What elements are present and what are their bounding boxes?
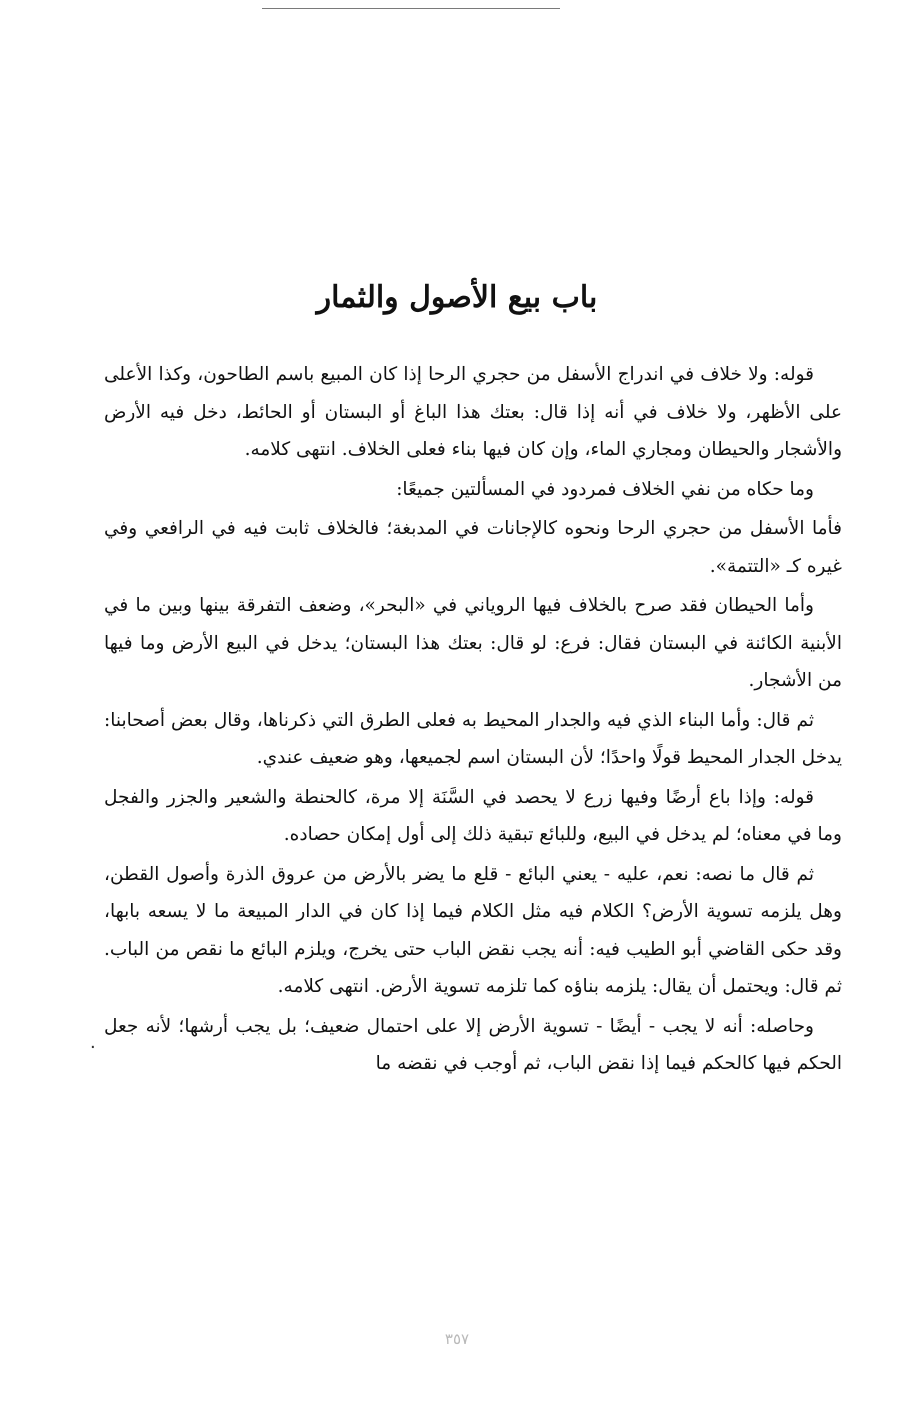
paragraph: ثم قال ما نصه: نعم، عليه - يعني البائع - قلع ما يضر بالأرض من عروق الذرة وأصول القطن، وهل يلزمه تسوية الأرض؟ الكلام فيه مثل الكلام فيما إذا كان في الدار المبيعة ما لا يسعه بابها، وقد حكى القاضي أبو الطيب فيه: أنه يجب نقض الباب حتى يخرج، ويلزم البائع ما نقص من الباب. ثم قال: ويحتمل أن يقال: يلزمه بناؤه كما تلزمه تسوية الأرض. انتهى كلامه. bbox=[104, 863, 842, 997]
paragraph: فأما الأسفل من حجري الرحا ونحوه كالإجانات في المدبغة؛ فالخلاف ثابت فيه في الرافعي وفي غيره كـ «التتمة». bbox=[104, 518, 842, 577]
page-number: ٣٥٧ bbox=[444, 1330, 470, 1348]
paragraph: قوله: ولا خلاف في اندراج الأسفل من حجري الرحا إذا كان المبيع باسم الطاحون، وكذا الأعلى على الأظهر، ولا خلاف في أنه إذا قال: بعتك هذا الباغ أو البستان أو الحائط، دخل فيه الأرض والأشجار والحيطان ومجاري الماء، وإن كان فيها بناء فعلى الخلاف. انتهى كلامه. bbox=[104, 364, 842, 460]
body-text bbox=[104, 356, 842, 1085]
chapter-title: باب بيع الأصول والثمار bbox=[316, 280, 598, 316]
margin-mark: ٠ bbox=[88, 1036, 98, 1057]
header-rule bbox=[262, 8, 560, 9]
paragraph: وما حكاه من نفي الخلاف فمردود في المسألتين جميعًا: bbox=[396, 478, 814, 500]
paragraph: ثم قال: وأما البناء الذي فيه والجدار المحيط به فعلى الطرق التي ذكرناها، وقال بعض أصحابنا: يدخل الجدار المحيط قولًا واحدًا؛ لأن البستان اسم لجميعها، وهو ضعيف عندي. bbox=[104, 709, 842, 768]
paragraph: وحاصله: أنه لا يجب - أيضًا - تسوية الأرض إلا على احتمال ضعيف؛ بل يجب أرشها؛ لأنه جعل الحكم فيها كالحكم فيما إذا نقض الباب، ثم أوجب في نقضه ما bbox=[104, 1015, 842, 1074]
paragraph: قوله: وإذا باع أرضًا وفيها زرع لا يحصد في السَّنَة إلا مرة، كالحنطة والشعير والجزر والفجل وما في معناه؛ لم يدخل في البيع، وللبائع تبقية ذلك إلى أول إمكان حصاده. bbox=[104, 786, 842, 845]
paragraph: وأما الحيطان فقد صرح بالخلاف فيها الروياني في «البحر»، وضعف التفرقة بينها وبين ما في الأبنية الكائنة في البستان فقال: فرع: لو قال: بعتك هذا البستان؛ يدخل في البيع الأرض وما فيها من الأشجار. bbox=[104, 595, 842, 691]
